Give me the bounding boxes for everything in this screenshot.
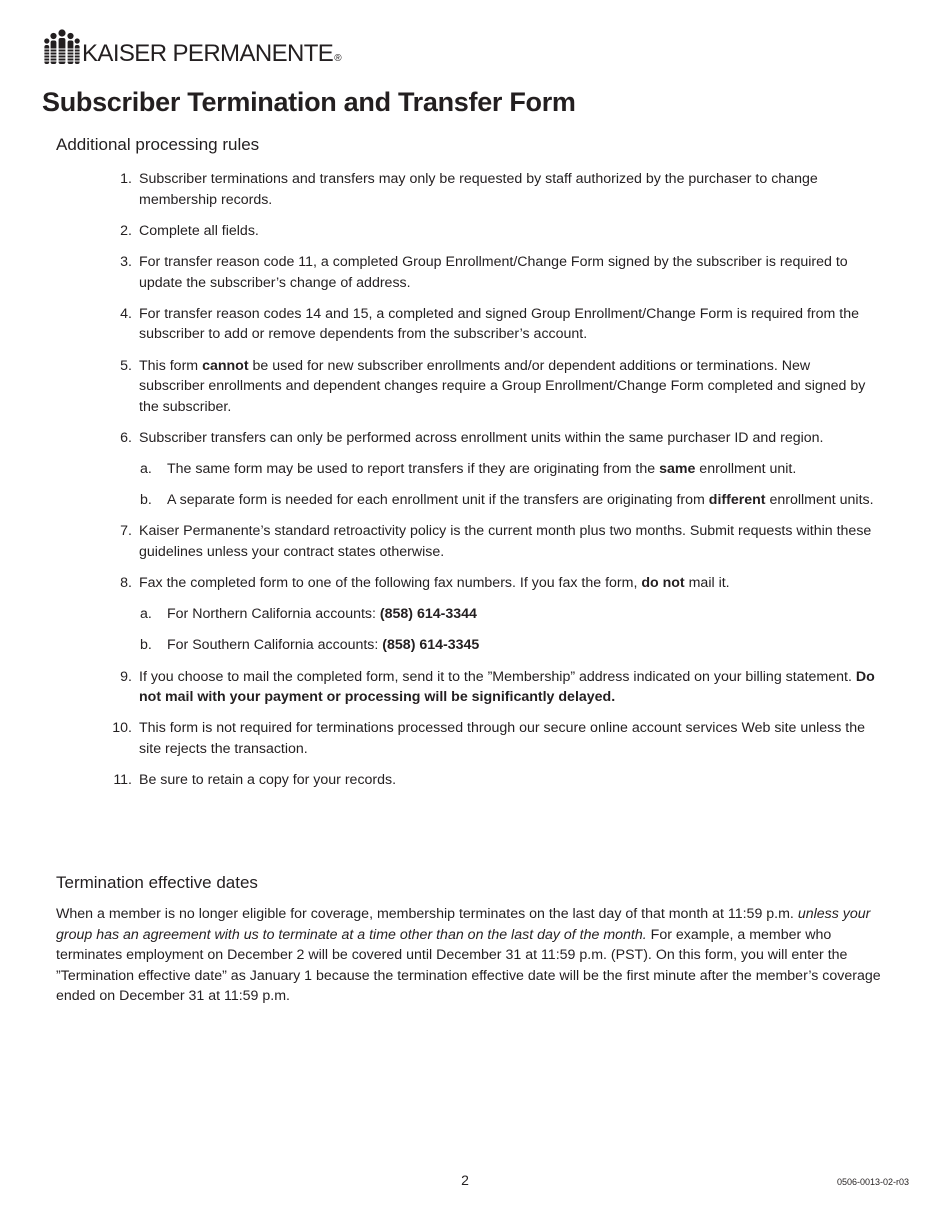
rule-item	[0, 573, 879, 656]
rule-sub-text	[167, 604, 879, 625]
text-run: A separate form is needed for each enrollment unit if the transfers are originating from	[167, 492, 709, 509]
rule-sub-item	[139, 635, 879, 656]
rule-number: 3.	[120, 253, 132, 270]
text-run: For example, a member who terminates employment on December 2 will be covered until December 31 at 11:59 p.m. (PST). On this form, you will enter the ”Termination effective date” as January 1 because the termination effective date will be the first minute after the member’s coverage ended on December 31 at 11:59 p.m.	[56, 926, 881, 1005]
rule-sub-letter: a.	[140, 461, 152, 477]
rule-item	[0, 221, 879, 242]
text-run: Complete all fields.	[139, 222, 259, 239]
rule-sub-list	[139, 459, 879, 511]
text-run: This form is not required for terminations processed through our secure online account services Web site unless the site rejects the transaction.	[139, 720, 866, 757]
rule-number: 9.	[120, 668, 132, 685]
rule-sub-item	[139, 490, 879, 511]
text-run: The same form may be used to report transfers if they are originating from the	[167, 461, 660, 477]
rule-text	[139, 573, 879, 594]
rule-sub-letter: b.	[140, 637, 152, 654]
text-run: If you choose to mail the completed form, send it to the ”Membership” address indicated on your billing statement.	[139, 668, 856, 685]
rule-text	[139, 304, 879, 345]
text-run: Be sure to retain a copy for your records.	[139, 772, 397, 789]
logo-text	[82, 40, 341, 73]
bold-text: different	[708, 492, 766, 509]
rule-item	[0, 252, 879, 293]
rule-number: 10.	[112, 720, 132, 737]
rule-number: 1.	[120, 171, 132, 187]
processing-rules-list	[0, 169, 950, 801]
logo-wordmark: KAISER PERMANENTE	[82, 40, 334, 67]
rule-number: 11.	[113, 772, 132, 789]
registered-mark: ®	[334, 53, 341, 64]
text-run: enrollment units.	[765, 492, 874, 509]
rule-item	[0, 667, 879, 708]
rule-sub-list	[139, 604, 879, 656]
rule-number: 6.	[120, 429, 132, 446]
form-code: 0506-0013-02-r03	[836, 1177, 909, 1187]
bold-text: (858) 614-3345	[382, 637, 480, 654]
bold-text: do not	[641, 575, 685, 592]
rule-sub-item	[139, 459, 879, 480]
rule-text	[139, 221, 879, 242]
rule-text	[139, 521, 879, 562]
termination-dates-paragraph	[56, 904, 881, 1007]
text-run: Subscriber terminations and transfers may only be requested by staff authorized by the purchaser to change membership records.	[139, 171, 818, 208]
bold-text: (858) 614-3344	[379, 606, 477, 623]
bold-text: same	[659, 461, 696, 477]
rule-sub-text	[167, 635, 879, 656]
text-run: For Northern California accounts:	[167, 606, 380, 623]
rule-sub-letter: a.	[140, 606, 152, 623]
page-title: Subscriber Termination and Transfer Form	[42, 87, 576, 117]
rule-text	[139, 428, 879, 449]
italic-text: unless your group has an agreement with us to terminate at a time other than on the last day of the month.	[56, 906, 871, 943]
rule-item	[0, 356, 879, 418]
text-run: mail it.	[684, 575, 730, 592]
text-run: Fax the completed form to one of the following fax numbers. If you fax the form,	[139, 575, 642, 592]
text-run: For transfer reason code 11, a completed Group Enrollment/Change Form signed by the subscriber is required to update the subscriber’s change of address.	[139, 253, 848, 291]
rule-item	[0, 169, 879, 210]
rule-text	[139, 356, 879, 418]
text-run: This form	[139, 357, 203, 374]
page-number: 2	[461, 1172, 469, 1188]
rule-text	[139, 169, 879, 210]
rule-sub-letter: b.	[140, 492, 152, 509]
termination-dates-heading: Termination effective dates	[56, 873, 258, 892]
processing-rules-heading: Additional processing rules	[56, 135, 260, 154]
rule-number: 4.	[120, 305, 132, 322]
rule-sub-text	[167, 459, 879, 480]
bold-text: Do not mail with your payment or processing will be significantly delayed.	[139, 668, 875, 706]
kaiser-figures-icon	[43, 28, 81, 66]
text-run: For Southern California accounts:	[167, 637, 383, 654]
text-run: Subscriber transfers can only be performed across enrollment units within the same purchaser ID and region.	[139, 429, 824, 446]
text-run: Kaiser Permanente’s standard retroactivity policy is the current month plus two months. Submit requests within these guidelines unless your contract states otherwise.	[139, 523, 872, 560]
text-run: When a member is no longer eligible for coverage, membership terminates on the last day of that month at 11:59 p.m.	[56, 906, 798, 922]
rule-text	[139, 252, 879, 293]
rule-sub-item	[139, 604, 879, 625]
rule-item	[0, 521, 879, 562]
rule-item	[0, 304, 879, 345]
text-run: For transfer reason codes 14 and 15, a completed and signed Group Enrollment/Change Form is required from the subscriber to add or remove dependents from the subscriber’s account.	[139, 305, 860, 343]
bold-text: cannot	[202, 357, 249, 374]
text-run: be used for new subscriber enrollments and/or dependent additions or terminations. New subscriber enrollments and dependent changes require a Group Enrollment/Change Form completed and signed by the subscriber.	[139, 357, 866, 415]
rule-number: 8.	[120, 575, 132, 592]
text-run: enrollment unit.	[695, 461, 797, 477]
rule-text	[139, 770, 879, 791]
rule-number: 2.	[120, 222, 132, 239]
kaiser-permanente-logo	[43, 28, 373, 68]
rule-text	[139, 718, 879, 759]
rule-item	[0, 718, 879, 759]
rule-number: 7.	[120, 523, 132, 540]
rule-number: 5.	[120, 357, 132, 374]
rule-text	[139, 667, 879, 708]
rule-sub-text	[167, 490, 879, 511]
rule-item	[0, 770, 879, 791]
rule-item	[0, 428, 879, 511]
